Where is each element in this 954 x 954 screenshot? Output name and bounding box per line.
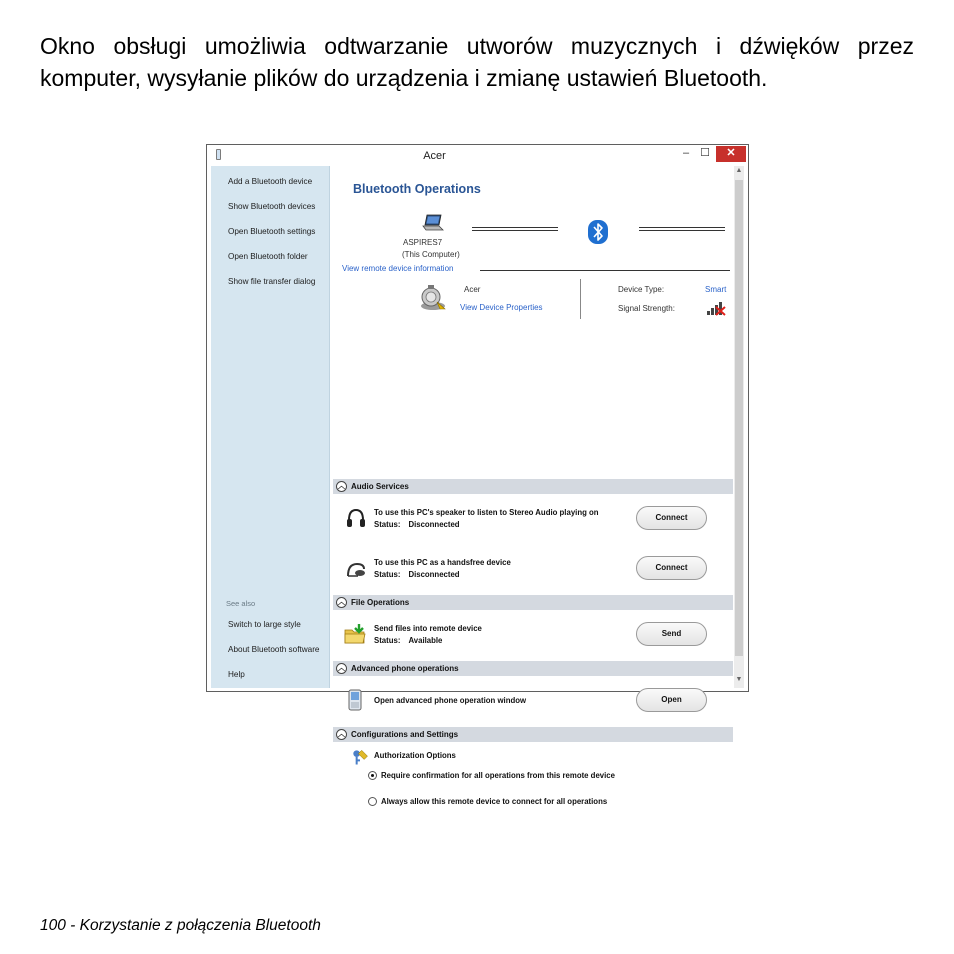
radio-unchecked-icon[interactable] [368, 797, 377, 806]
remote-device-icon [418, 282, 448, 312]
view-device-properties-link[interactable]: View Device Properties [460, 303, 543, 312]
audio-stereo-status: Status: Disconnected [374, 520, 460, 529]
sidebar-item-show-devices[interactable]: Show Bluetooth devices [228, 202, 316, 211]
computer-subtitle: (This Computer) [402, 250, 460, 259]
send-button[interactable]: Send [636, 622, 707, 646]
collapse-icon[interactable]: ︿ [338, 731, 345, 738]
connect-stereo-button[interactable]: Connect [636, 506, 707, 530]
bluetooth-window [206, 144, 749, 806]
radio-checked-icon[interactable] [368, 771, 377, 780]
connect-handsfree-button[interactable]: Connect [636, 556, 707, 580]
section-title: File Operations [351, 598, 410, 607]
radio-require-confirmation[interactable]: Require confirmation for all operations from this remote device [368, 771, 615, 780]
headphones-icon [344, 506, 368, 530]
connection-line-right [639, 227, 725, 231]
sidebar-item-open-folder[interactable]: Open Bluetooth folder [228, 252, 308, 261]
page-title: Bluetooth Operations [353, 182, 481, 196]
signal-strength-label: Signal Strength: [618, 304, 675, 313]
section-title: Audio Services [351, 482, 409, 491]
device-type-label: Device Type: [618, 285, 665, 294]
main-panel [331, 166, 734, 806]
section-title: Configurations and Settings [351, 730, 459, 739]
section-title: Advanced phone operations [351, 664, 459, 673]
see-also-label: See also [226, 599, 256, 608]
send-files-status: Status: Available [374, 636, 443, 645]
sidebar-item-add-device[interactable]: Add a Bluetooth device [228, 177, 313, 186]
audio-stereo-title: To use this PC's speaker to listen to Stereo Audio playing on [374, 508, 599, 517]
connection-line-left [472, 227, 558, 231]
section-advanced-phone[interactable] [333, 661, 733, 676]
section-configurations[interactable] [333, 727, 733, 742]
signal-strength-icon [706, 301, 726, 316]
device-type-value: Smart [705, 285, 727, 294]
sidebar-item-help[interactable]: Help [228, 670, 245, 679]
collapse-icon[interactable]: ︿ [338, 483, 345, 490]
divider [480, 270, 730, 271]
minimize-button[interactable]: – [682, 147, 690, 159]
info-separator [580, 279, 581, 319]
window-title: Acer [423, 150, 446, 162]
maximize-button[interactable]: ☐ [700, 147, 710, 159]
section-audio-services[interactable] [333, 479, 733, 494]
phone-operation-title: Open advanced phone operation window [374, 696, 527, 705]
sidebar-item-about[interactable]: About Bluetooth software [228, 645, 320, 654]
sidebar-item-open-settings[interactable]: Open Bluetooth settings [228, 227, 316, 236]
intro-paragraph: Okno obsługi umożliwia odtwarzanie utworów muzycznych i dźwięków przez komputer, wysyłanie plików do urządzenia i zmianę ustawień Bluetooth. [40, 33, 914, 91]
audio-handsfree-status: Status: Disconnected [374, 570, 460, 579]
laptop-icon [422, 214, 444, 232]
phone-icon [343, 688, 367, 712]
remote-device-name: Acer [464, 285, 481, 294]
section-file-operations[interactable] [333, 595, 733, 610]
scroll-up-icon[interactable]: ▲ [735, 167, 743, 174]
send-folder-icon [343, 622, 367, 646]
authorization-icon [350, 747, 370, 767]
bluetooth-icon [587, 219, 609, 245]
audio-handsfree-title: To use this PC as a handsfree device [374, 558, 511, 567]
open-button[interactable]: Open [636, 688, 707, 712]
collapse-icon[interactable]: ︿ [338, 599, 345, 606]
title-bar [207, 145, 748, 166]
vertical-scrollbar[interactable] [734, 166, 744, 688]
scroll-thumb[interactable] [735, 180, 743, 656]
close-button[interactable]: ✕ [716, 146, 746, 162]
collapse-icon[interactable]: ︿ [338, 665, 345, 672]
handsfree-headset-icon [344, 556, 368, 580]
scroll-down-icon[interactable]: ▼ [735, 676, 743, 683]
view-remote-device-link[interactable]: View remote device information [342, 264, 454, 273]
send-files-title: Send files into remote device [374, 624, 482, 633]
sidebar [211, 166, 330, 688]
radio-always-allow[interactable]: Always allow this remote device to connect for all operations [368, 797, 607, 806]
authorization-options-title: Authorization Options [374, 751, 456, 760]
page-footer: 100 - Korzystanie z połączenia Bluetooth [40, 917, 321, 934]
computer-name: ASPIRES7 [403, 238, 443, 247]
sidebar-item-large-style[interactable]: Switch to large style [228, 620, 301, 629]
sidebar-item-file-transfer[interactable]: Show file transfer dialog [228, 277, 316, 286]
